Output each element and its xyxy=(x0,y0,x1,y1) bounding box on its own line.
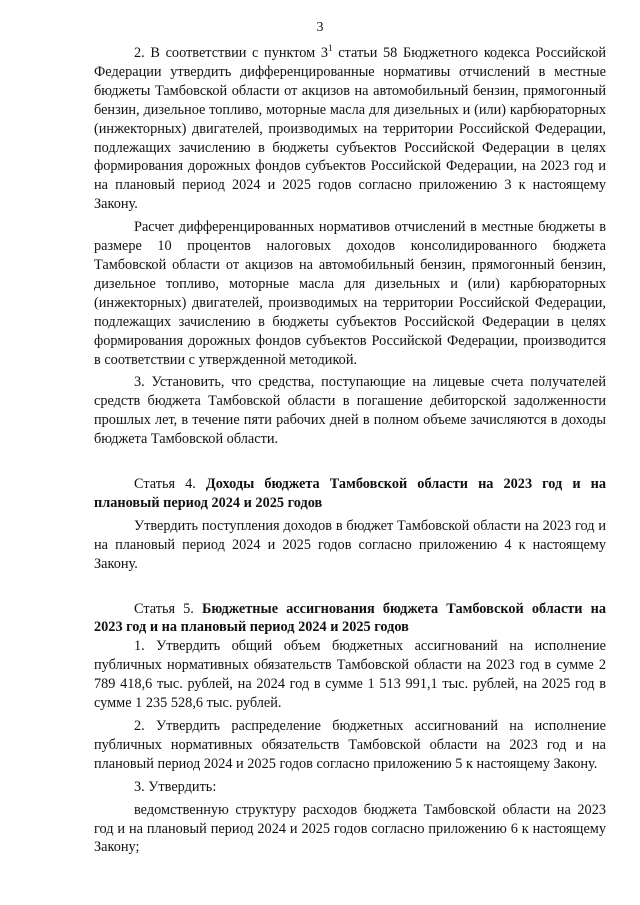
article-4-title: Доходы бюджета Тамбовской области на 2023 год и на плановый период 2024 и 2025 годов xyxy=(94,476,606,511)
page-number: 3 xyxy=(316,20,324,35)
article-5-label: Статья 5. xyxy=(134,600,202,617)
paragraph-6: 2. Утвердить распределение бюджетных ассигнований на исполнение публичных нормативных обязательств Тамбовской области на 2023 год и на плановый период 2024 и 2025 годов согласно приложению 5 к настоящему Закону. xyxy=(94,718,606,772)
paragraph-2: Расчет дифференцированных нормативов отчислений в местные бюджеты в размере 10 процентов налоговых доходов консолидированного бюджета Тамбовской области от акцизов на автомобильный бензин, прямогонный бензин, дизельное топливо, моторные масла для дизельных и (или) карбюраторных (инжекторных) двигателей, производимых на территории Российской Федерации, подлежащих зачислению в бюджеты субъектов Российской Федерации в целях формирования дорожных фондов субъектов Российской Федерации, производится в соответствии с утвержденной методикой. xyxy=(94,219,606,368)
paragraph-8: ведомственную структуру расходов бюджета Тамбовской области на 2023 год и на плановый период 2024 и 2025 годов согласно приложению 6 к настоящему Закону; xyxy=(94,801,606,856)
article-5-title: Бюджетные ассигнования бюджета Тамбовской области на 2023 год и на плановый период 2024 и 2025 годов xyxy=(94,600,606,636)
paragraph-7: 3. Утвердить: xyxy=(134,778,217,795)
document-body xyxy=(94,44,606,857)
article-5-heading xyxy=(94,600,606,638)
paragraph-4: Утвердить поступления доходов в бюджет Тамбовской области на 2023 год и на плановый период 2024 и 2025 годов согласно приложению 4 к настоящему Закону. xyxy=(94,517,606,572)
article-4-label: Статья 4. xyxy=(134,476,206,493)
paragraph-5: 1. Утвердить общий объем бюджетных ассигнований на исполнение публичных нормативных обязательств Тамбовской области на 2023 год в сумме 2 789 418,6 тыс. рублей, на 2024 год в сумме 1 513 991,1 тыс. рублей, на 2025 год в сумме 1 235 528,6 тыс. рублей. xyxy=(94,638,606,712)
paragraph-1: 2. В соответствии с пунктом $3^1$ статьи 58 Бюджетного кодекса Российской Федерации утвердить дифференцированные нормативы отчислений в местные бюджеты Тамбовской области от акцизов на автомобильный бензин, прямогонный бензин, дизельное топливо, моторные масла для дизельных и (или) карбюраторных (инжекторных) двигателей, производимых на территории Российской Федерации, подлежащих зачислению в бюджеты субъектов Российской Федерации в целях формирования дорожных фондов субъектов Российской Федерации, на 2023 год и на плановый период 2024 и 2025 годов согласно приложению 3 к настоящему Закону. xyxy=(94,43,606,213)
article-4-heading xyxy=(94,475,606,513)
paragraph-3: 3. Установить, что средства, поступающие на лицевые счета получателей средств бюджета Тамбовской области в погашение дебиторской задолженности прошлых лет, в течение пяти рабочих дней в полном объеме зачисляются в доходы бюджета Тамбовской области. xyxy=(94,374,606,448)
